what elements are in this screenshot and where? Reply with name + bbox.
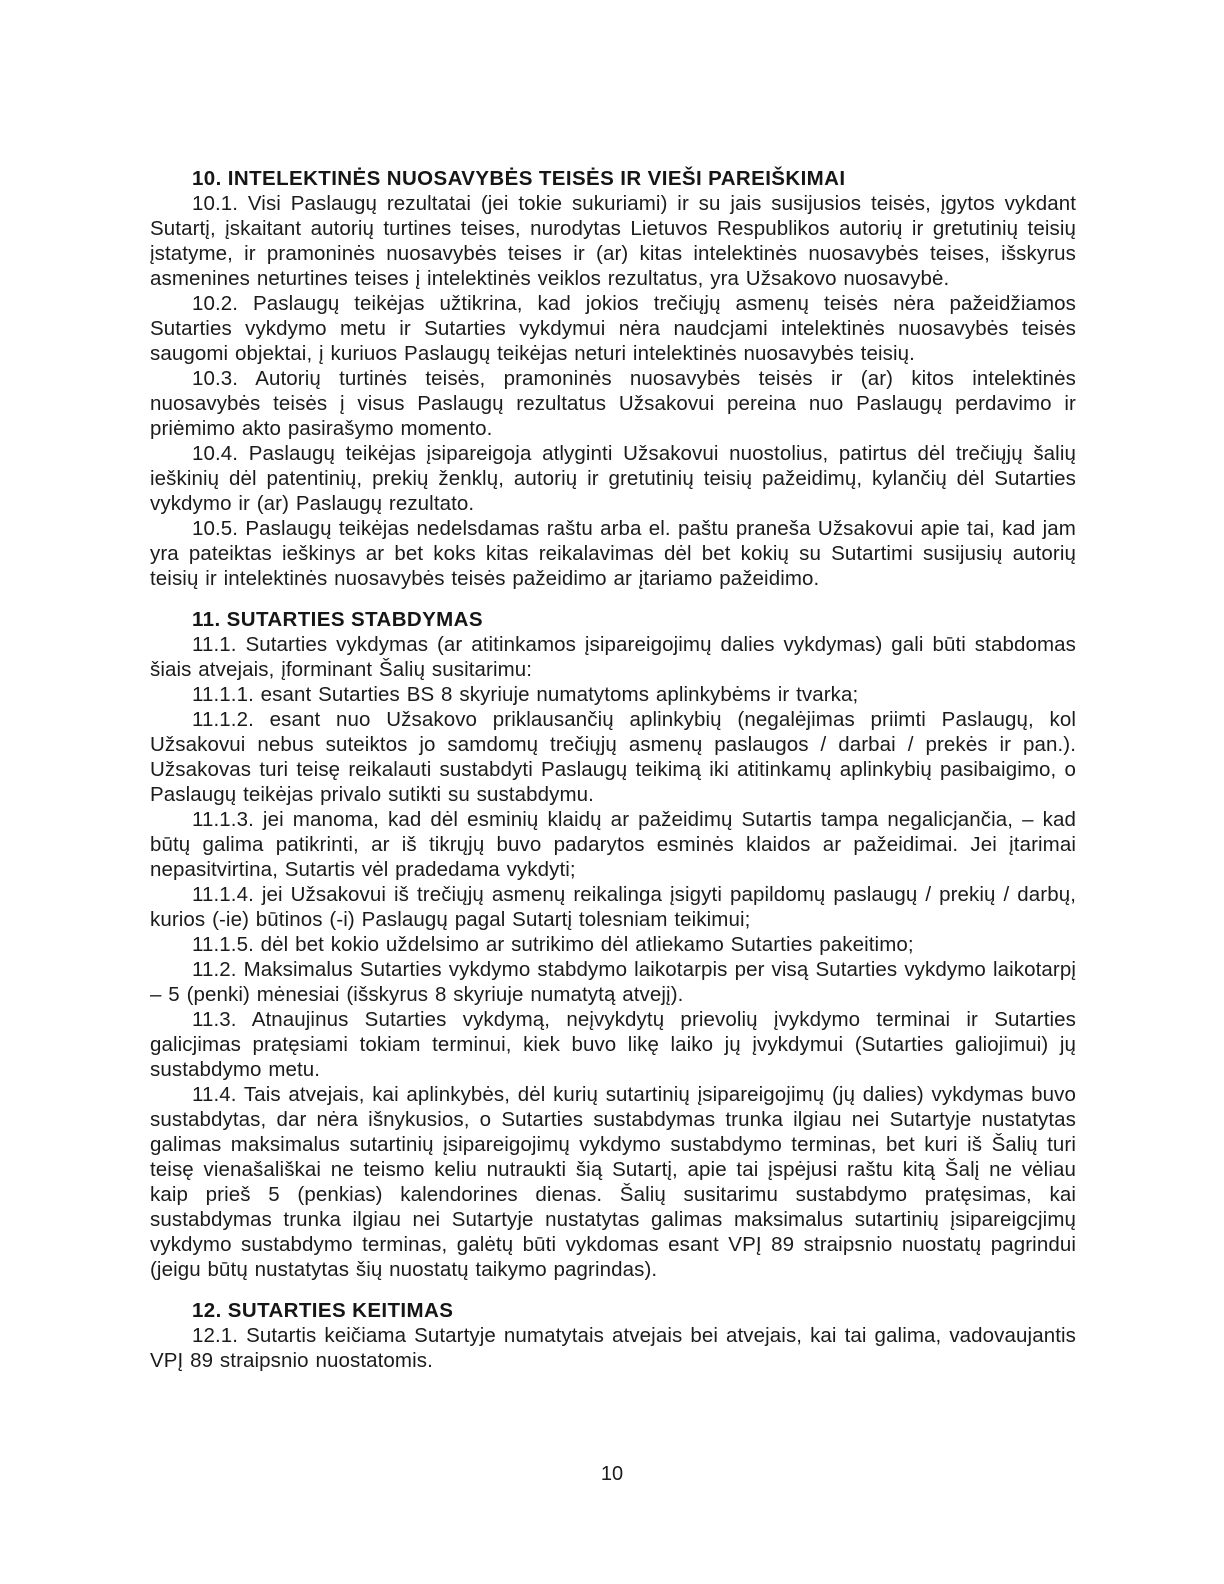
paragraph-11-2: 11.2. Maksimalus Sutarties vykdymo stabdymo laikotarpis per visą Sutarties vykdymo laikotarpį – 5 (penki) mėnesiai (išskyrus 8 skyriuje numatytą atvejį). (150, 958, 1076, 1006)
paragraph-10-5: 10.5. Paslaugų teikėjas nedelsdamas raštu arba el. paštu praneša Užsakovui apie tai, kad jam yra pateiktas ieškinys ar bet koks kitas reikalavimas dėl bet kokių su Sutartimi susijusių autorių teisių ir intelektinės nuosavybės teisės pažeidimo ar įtariamo pažeidimo. (150, 517, 1076, 590)
paragraph-10-4: 10.4. Paslaugų teikėjas įsipareigoja atlyginti Užsakovui nuostolius, patirtus dėl trečiųjų šalių ieškinių dėl patentinių, prekių ženklų, autorių ir gretutinių teisių pažeidimų, kylančių dėl Sutarties vykdymo ir (ar) Paslaugų rezultato. (150, 442, 1076, 515)
section-10-heading: 10. INTELEKTINĖS NUOSAVYBĖS TEISĖS IR VIEŠI PAREIŠKIMAI (192, 167, 846, 190)
paragraph-11-1-4: 11.1.4. jei Užsakovui iš trečiųjų asmenų reikalinga įsigyti papildomų paslaugų / prekių / darbų, kurios (-ie) būtinos (-i) Paslaugų pagal Sutartį tolesniam teikimui; (150, 883, 1076, 931)
page-number: 10 (600, 1463, 624, 1485)
paragraph-11-4: 11.4. Tais atvejais, kai aplinkybės, dėl kurių sutartinių įsipareigojimų (jų dalies) vykdymas buvo sustabdytas, dar nėra išnykusios, o Sutarties sustabdymas trunka ilgiau nei Sutartyje nustatytas galimas maksimalus sutartinių įsipareigojimų vykdymo sustabdymo terminas, bet kuri iš Šalių turi teisę vienašališkai ne teismo keliu nutraukti šią Sutartį, apie tai įspėjusi raštu kitą Šalį ne vėliau kaip prieš 5 (penkias) kalendorines dienas. Šalių susitarimu sustabdymo pratęsimas, kai sustabdymas trunka ilgiau nei Sutartyje nustatytas galimas maksimalus sutartinių įsipareigcjimų vykdymo sustabdymo terminas, galėtų būti vykdomas esant VPĮ 89 straipsnio nuostatų pagrindui (jeigu būtų nustatytas šių nuostatų taikymo pagrindas). (150, 1083, 1076, 1281)
paragraph-12-1: 12.1. Sutartis keičiama Sutartyje numatytais atvejais bei atvejais, kai tai galima, vadovaujantis VPĮ 89 straipsnio nuostatomis. (150, 1324, 1076, 1372)
section-12-heading: 12. SUTARTIES KEITIMAS (192, 1299, 454, 1322)
paragraph-11-1-3: 11.1.3. jei manoma, kad dėl esminių klaidų ar pažeidimų Sutartis tampa negalicjančia, – kad būtų galima patikrinti, ar iš tikrųjų buvo padarytos esminės klaidos ar pažeidimai. Jei įtarimai nepasitvirtina, Sutartis vėl pradedama vykdyti; (150, 808, 1076, 881)
paragraph-11-1-1: 11.1.1. esant Sutarties BS 8 skyriuje numatytoms aplinkybėms ir tvarka; (192, 683, 859, 706)
paragraph-10-1: 10.1. Visi Paslaugų rezultatai (jei tokie sukuriami) ir su jais susijusios teisės, įgytos vykdant Sutartį, įskaitant autorių turtines teises, nurodytas Lietuvos Respublikos autorių ir gretutinių teisių įstatyme, ir pramoninės nuosavybės teises ir (ar) kitas intelektinės nuosavybės teises, išskyrus asmenines neturtines teises į intelektinės veiklos rezultatus, yra Užsakovo nuosavybė. (150, 192, 1076, 290)
section-intellectual-property (150, 166, 1076, 591)
paragraph-11-1: 11.1. Sutarties vykdymas (ar atitinkamos įsipareigojimų dalies vykdymas) gali būti stabdomas šiais atvejais, įforminant Šalių susitarimu: (150, 633, 1076, 681)
section-contract-suspension (150, 607, 1076, 1282)
paragraph-10-2: 10.2. Paslaugų teikėjas užtikrina, kad jokios trečiųjų asmenų teisės nėra pažeidžiamos Sutarties vykdymo metu ir Sutarties vykdymui nėra naudcjami intelektinės nuosavybės teisės saugomi objektai, į kuriuos Paslaugų teikėjas neturi intelektinės nuosavybės teisių. (150, 292, 1076, 365)
paragraph-11-3: 11.3. Atnaujinus Sutarties vykdymą, neįvykdytų prievolių įvykdymo terminai ir Sutarties galicjimas pratęsiami tokiam terminui, kiek buvo likę laiko jų įvykdymui (Sutarties galiojimui) jų sustabdymo metu. (150, 1008, 1076, 1081)
section-11-heading: 11. SUTARTIES STABDYMAS (192, 608, 483, 631)
paragraph-10-3: 10.3. Autorių turtinės teisės, pramoninės nuosavybės teisės ir (ar) kitos intelektinės nuosavybės teisės į visus Paslaugų rezultatus Užsakovui pereina nuo Paslaugų perdavimo ir priėmimo akto pasirašymo momento. (150, 367, 1076, 440)
document-content (150, 166, 1076, 1373)
paragraph-11-1-5: 11.1.5. dėl bet kokio uždelsimo ar sutrikimo dėl atliekamo Sutarties pakeitimo; (192, 933, 914, 956)
section-contract-amendment (150, 1298, 1076, 1373)
paragraph-11-1-2: 11.1.2. esant nuo Užsakovo priklausančių aplinkybių (negalėjimas priimti Paslaugų, kol Užsakovui nebus suteiktos jo samdomų trečiųjų asmenų paslaugos / darbai / prekės ir pan.). Užsakovas turi teisę reikalauti sustabdyti Paslaugų teikimą iki atitinkamų aplinkybių pasibaigimo, o Paslaugų teikėjas privalo sutikti su sustabdymu. (150, 708, 1076, 806)
